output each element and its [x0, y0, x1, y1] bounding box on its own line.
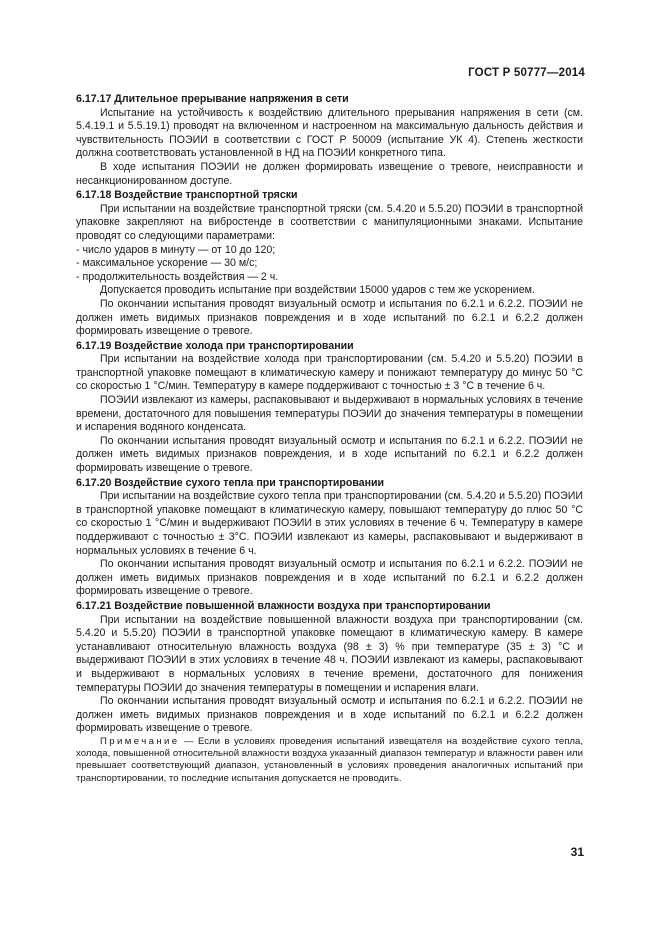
- paragraph: По окончании испытания проводят визуальный осмотр и испытания по 6.2.1 и 6.2.2. ПОЭИИ не должен иметь видимых признаков повреждения, и в ходе испытаний по 6.2.1 и 6.2.2 должен формировать извещение о тревоге.: [76, 434, 583, 475]
- page-number: 31: [570, 845, 584, 859]
- paragraph: В ходе испытания ПОЭИИ не должен формировать извещение о тревоге, неисправности и несанкционированном доступе.: [76, 160, 583, 187]
- paragraph: По окончании испытания проводят визуальный осмотр и испытания по 6.2.1 и 6.2.2. ПОЭИИ не должен иметь видимых признаков повреждения и в ходе испытаний по 6.2.1 и 6.2.2 должен формировать извещение о тревоге.: [76, 695, 583, 735]
- paragraph: При испытании на воздействие транспортной тряски (см. 5.4.20 и 5.5.20) ПОЭИИ в транспортной упаковке закрепляют на вибростенде в соответствии с манипуляционными знаками. Испытание проводят со следующими параметрами:: [76, 202, 583, 242]
- section-heading: 6.17.17 Длительное прерывание напряжения в сети: [76, 93, 349, 105]
- section-heading: 6.17.18 Воздействие транспортной тряски: [76, 189, 298, 202]
- list-item: - число ударов в минуту — от 10 до 120;: [76, 243, 276, 256]
- section-heading: 6.17.21 Воздействие повышенной влажности воздуха при транспортировании: [76, 599, 491, 612]
- document-body: [76, 92, 583, 785]
- section-heading: 6.17.20 Воздействие сухого тепла при транспортировании: [76, 476, 385, 489]
- note: [76, 736, 583, 785]
- paragraph: По окончании испытания проводят визуальный осмотр и испытания по 6.2.1 и 6.2.2. ПОЭИИ не должен иметь видимых признаков повреждения и в ходе испытаний по 6.2.1 и 6.2.2 должен формировать извещение о тревоге.: [76, 297, 583, 338]
- note-label: Примечание: [100, 735, 180, 747]
- paragraph: При испытании на воздействие повышенной влажности воздуха при транспортировании (см. 5.4.20 и 5.5.20) ПОЭИИ в транспортной упаковке помещают в климатическую камеру. В камере устанавливают относительную влажность воздуха (98 ± 3) % при температуре (35 ± 3) °С и выдерживают ПОЭИИ в этих условиях в течение 48 ч. ПОЭИИ извлекают из камеры, распаковывают и выдерживают в нормальных условиях в течение времени, достаточного для понижения температуры ПОЭИИ до значения температуры в помещении и испарения влаги.: [76, 613, 583, 694]
- section-heading: 6.17.19 Воздействие холода при транспортировании: [76, 339, 354, 352]
- paragraph: Испытание на устойчивость к воздействию длительного прерывания напряжения в сети (см. 5.4.19.1 и 5.5.19.1) проводят на включенном и настроенном на максимальную дальность действия и чувствительность ПОЭИИ в соответствии с ГОСТ Р 50009 (испытание УК 4). Степень жесткости должна соответствовать установленной в НД на ПОЭИИ конкретного типа.: [76, 106, 583, 160]
- paragraph: Допускается проводить испытание при воздействии 15000 ударов с тем же ускорением.: [100, 284, 535, 297]
- list-item: - максимальное ускорение — 30 м/с;: [76, 257, 258, 270]
- document-code: ГОСТ Р 50777—2014: [468, 67, 585, 79]
- note-text: — Если в условиях проведения испытаний извещателя на воздействие сухого тепла, холода, повышенной относительной влажности воздуха указанный диапазон температур и влажности равен или превышает соответствующий диапазон, установленный в условиях проведения аналогичных испытаний при транспортировании, то последние испытания допускается не проводить.: [76, 735, 583, 784]
- paragraph: При испытании на воздействие сухого тепла при транспортировании (см. 5.4.20 и 5.5.20) ПОЭИИ в транспортной упаковке помещают в климатическую камеру, повышают температуру до плюс 50 °С со скоростью 1 °С/мин и выдерживают ПОЭИИ в этих условиях в течение 6 ч. Температуру в камере поддерживают с точностью ± 3°С. ПОЭИИ извлекают из камеры, распаковывают и выдерживают в нормальных условиях в течение 6 ч.: [76, 490, 583, 557]
- paragraph: При испытании на воздействие холода при транспортировании (см. 5.4.20 и 5.5.20) ПОЭИИ в транспортной упаковке помещают в климатическую камеру и понижают температуру до минус 50 °С со скоростью 1 °С/мин. Температуру в камере поддерживают с точностью ± 3 °С в течение 6 ч.: [76, 353, 583, 393]
- paragraph: По окончании испытания проводят визуальный осмотр и испытания по 6.2.1 и 6.2.2. ПОЭИИ не должен иметь видимых признаков повреждения и в ходе испытаний по 6.2.1 и 6.2.2 должен формировать извещение о тревоге.: [76, 558, 583, 598]
- list-item: - продолжительность воздействия — 2 ч.: [76, 270, 279, 283]
- paragraph: ПОЭИИ извлекают из камеры, распаковывают и выдерживают в нормальных условиях в течение времени, достаточного для повышения температуры ПОЭИИ до значения температуры в помещении и испарения водяного конденсата.: [76, 394, 583, 434]
